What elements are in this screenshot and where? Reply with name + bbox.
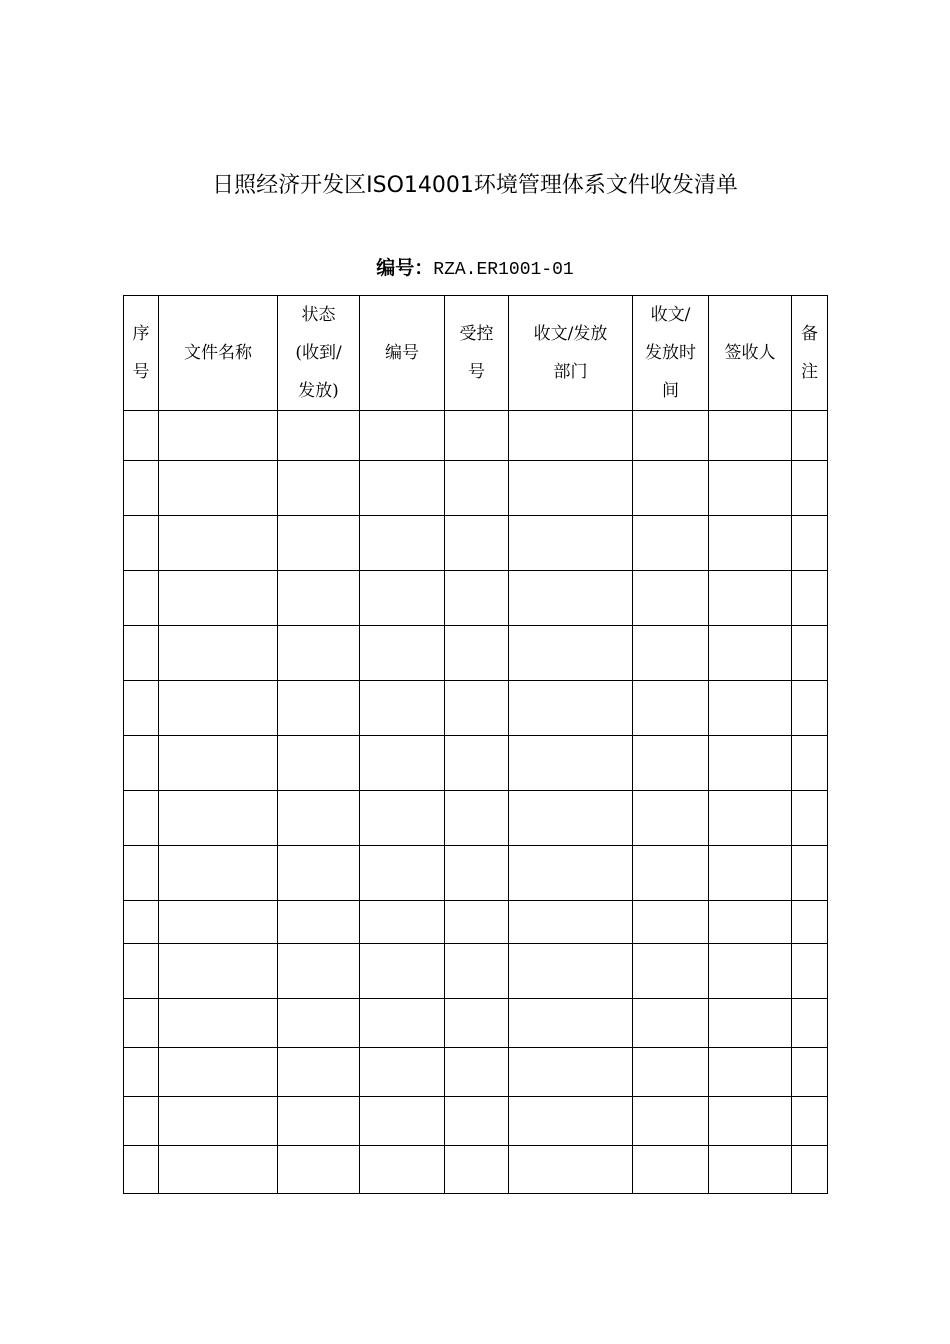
table-row [124, 944, 828, 999]
table-cell-time[interactable] [633, 571, 709, 626]
table-row [124, 571, 828, 626]
column-header-line: 部门 [553, 362, 588, 382]
table-cell-signer[interactable] [709, 944, 792, 999]
table-cell-remark[interactable] [792, 791, 828, 846]
table-cell-controlled_no[interactable] [445, 791, 509, 846]
table-cell-status[interactable] [278, 1146, 360, 1194]
table-cell-controlled_no[interactable] [445, 1146, 509, 1194]
table-cell-department[interactable] [509, 901, 633, 944]
table-cell-remark[interactable] [792, 681, 828, 736]
column-header-line: 备 [801, 324, 818, 344]
table-cell-seq[interactable] [124, 516, 159, 571]
table-cell-remark[interactable] [792, 1146, 828, 1194]
table-cell-number[interactable] [360, 791, 445, 846]
table-cell-time[interactable] [633, 736, 709, 791]
table-row [124, 791, 828, 846]
table-cell-seq[interactable] [124, 999, 159, 1048]
table-cell-controlled_no[interactable] [445, 461, 509, 516]
table-cell-signer[interactable] [709, 1146, 792, 1194]
table-cell-remark[interactable] [792, 944, 828, 999]
table-cell-department[interactable] [509, 791, 633, 846]
column-header-line: 发放) [298, 381, 339, 401]
table-cell-time[interactable] [633, 626, 709, 681]
table-cell-remark[interactable] [792, 999, 828, 1048]
table-cell-controlled_no[interactable] [445, 681, 509, 736]
column-header-line: 发放时 [645, 343, 696, 363]
table-cell-remark[interactable] [792, 1097, 828, 1146]
table-cell-remark[interactable] [792, 571, 828, 626]
table-cell-remark[interactable] [792, 736, 828, 791]
column-header-line: 签收人 [724, 343, 776, 363]
document-code-label: 编号： [376, 257, 434, 279]
table-body [124, 411, 828, 1194]
table-cell-controlled_no[interactable] [445, 846, 509, 901]
table-cell-signer[interactable] [709, 901, 792, 944]
column-header-line: 文件名称 [184, 343, 252, 363]
table-cell-remark[interactable] [792, 461, 828, 516]
table-cell-remark[interactable] [792, 1048, 828, 1097]
document-code [0, 254, 950, 284]
column-header-controlled_no [445, 296, 509, 411]
table-cell-seq[interactable] [124, 846, 159, 901]
table-cell-number[interactable] [360, 999, 445, 1048]
table-cell-seq[interactable] [124, 1048, 159, 1097]
column-header-line: 号 [132, 362, 150, 382]
column-header-file_name [159, 296, 278, 411]
table-cell-status[interactable] [278, 516, 360, 571]
table-row [124, 1048, 828, 1097]
table-cell-status[interactable] [278, 626, 360, 681]
table-cell-status[interactable] [278, 901, 360, 944]
column-header-line: 状态 [301, 305, 336, 325]
table-cell-seq[interactable] [124, 626, 159, 681]
table-cell-controlled_no[interactable] [445, 901, 509, 944]
table-cell-status[interactable] [278, 681, 360, 736]
table-cell-status[interactable] [278, 791, 360, 846]
table-row [124, 411, 828, 461]
table-cell-file_name[interactable] [159, 901, 278, 944]
table-cell-department[interactable] [509, 1097, 633, 1146]
document-title: 日照经济开发区ISO14001环境管理体系文件收发清单 [212, 173, 738, 198]
table-cell-status[interactable] [278, 571, 360, 626]
distribution-table [123, 295, 828, 1194]
table-cell-time[interactable] [633, 461, 709, 516]
table-cell-signer[interactable] [709, 1048, 792, 1097]
table-cell-time[interactable] [633, 1048, 709, 1097]
table-cell-file_name[interactable] [159, 999, 278, 1048]
table-cell-number[interactable] [360, 901, 445, 944]
column-header-remark [792, 296, 828, 411]
table-cell-status[interactable] [278, 846, 360, 901]
table-cell-department[interactable] [509, 846, 633, 901]
table-cell-file_name[interactable] [159, 626, 278, 681]
table-cell-number[interactable] [360, 846, 445, 901]
table-cell-time[interactable] [633, 944, 709, 999]
table-cell-remark[interactable] [792, 411, 828, 461]
table-cell-department[interactable] [509, 736, 633, 791]
table-cell-remark[interactable] [792, 626, 828, 681]
table-cell-file_name[interactable] [159, 461, 278, 516]
table-cell-department[interactable] [509, 461, 633, 516]
table-cell-number[interactable] [360, 461, 445, 516]
table-cell-controlled_no[interactable] [445, 736, 509, 791]
table-cell-signer[interactable] [709, 461, 792, 516]
table-cell-time[interactable] [633, 411, 709, 461]
table-cell-time[interactable] [633, 791, 709, 846]
table-cell-signer[interactable] [709, 626, 792, 681]
table-cell-signer[interactable] [709, 791, 792, 846]
table-cell-file_name[interactable] [159, 1097, 278, 1146]
document-code-value: RZA.ER1001-01 [433, 260, 574, 280]
column-header-line: 号 [468, 362, 485, 382]
table-cell-number[interactable] [360, 1146, 445, 1194]
table-cell-signer[interactable] [709, 846, 792, 901]
table-cell-signer[interactable] [709, 999, 792, 1048]
table-row [124, 626, 828, 681]
column-header-line: (收到/ [295, 343, 342, 363]
column-header-line: 收文/ [650, 305, 691, 325]
table-cell-department[interactable] [509, 516, 633, 571]
table-cell-seq[interactable] [124, 791, 159, 846]
column-header-number [360, 296, 445, 411]
table-cell-seq[interactable] [124, 736, 159, 791]
column-header-line: 编号 [385, 343, 419, 363]
table-cell-time[interactable] [633, 516, 709, 571]
table-cell-signer[interactable] [709, 571, 792, 626]
table-row [124, 736, 828, 791]
table-cell-remark[interactable] [792, 516, 828, 571]
column-header-line: 序 [132, 324, 150, 344]
table-cell-time[interactable] [633, 999, 709, 1048]
table-cell-status[interactable] [278, 1097, 360, 1146]
table-cell-controlled_no[interactable] [445, 999, 509, 1048]
table-cell-number[interactable] [360, 944, 445, 999]
table-cell-department[interactable] [509, 626, 633, 681]
table-cell-file_name[interactable] [159, 411, 278, 461]
table-cell-department[interactable] [509, 681, 633, 736]
table-cell-file_name[interactable] [159, 846, 278, 901]
table-row [124, 999, 828, 1048]
table-cell-file_name[interactable] [159, 1146, 278, 1194]
table-cell-status[interactable] [278, 999, 360, 1048]
table-cell-number[interactable] [360, 736, 445, 791]
table-cell-time[interactable] [633, 1146, 709, 1194]
table-cell-department[interactable] [509, 1048, 633, 1097]
table-cell-number[interactable] [360, 411, 445, 461]
column-header-department [509, 296, 633, 411]
table-cell-signer[interactable] [709, 736, 792, 791]
table-cell-number[interactable] [360, 1097, 445, 1146]
table-cell-time[interactable] [633, 1097, 709, 1146]
table-cell-controlled_no[interactable] [445, 516, 509, 571]
table-cell-seq[interactable] [124, 1146, 159, 1194]
table-cell-seq[interactable] [124, 901, 159, 944]
column-header-line: 注 [801, 362, 818, 382]
table-cell-file_name[interactable] [159, 681, 278, 736]
table-cell-signer[interactable] [709, 516, 792, 571]
table-cell-status[interactable] [278, 461, 360, 516]
table-cell-status[interactable] [278, 736, 360, 791]
table-cell-file_name[interactable] [159, 1048, 278, 1097]
table-cell-controlled_no[interactable] [445, 411, 509, 461]
table-cell-controlled_no[interactable] [445, 1048, 509, 1097]
table-cell-number[interactable] [360, 1048, 445, 1097]
table-cell-time[interactable] [633, 901, 709, 944]
table-cell-signer[interactable] [709, 1097, 792, 1146]
table-cell-number[interactable] [360, 516, 445, 571]
table-cell-seq[interactable] [124, 461, 159, 516]
table-cell-department[interactable] [509, 571, 633, 626]
table-cell-remark[interactable] [792, 846, 828, 901]
table-row [124, 516, 828, 571]
table-cell-number[interactable] [360, 626, 445, 681]
table-cell-file_name[interactable] [159, 571, 278, 626]
table-cell-controlled_no[interactable] [445, 626, 509, 681]
table-cell-controlled_no[interactable] [445, 571, 509, 626]
column-header-line: 间 [662, 381, 679, 401]
table-cell-department[interactable] [509, 999, 633, 1048]
table-cell-controlled_no[interactable] [445, 944, 509, 999]
table-cell-department[interactable] [509, 411, 633, 461]
table-row [124, 681, 828, 736]
table-cell-status[interactable] [278, 1048, 360, 1097]
table-cell-seq[interactable] [124, 681, 159, 736]
table-cell-file_name[interactable] [159, 736, 278, 791]
table-row [124, 846, 828, 901]
table-cell-signer[interactable] [709, 681, 792, 736]
table-cell-seq[interactable] [124, 944, 159, 999]
table-row [124, 461, 828, 516]
table-row [124, 901, 828, 944]
table-cell-signer[interactable] [709, 411, 792, 461]
table-cell-time[interactable] [633, 846, 709, 901]
table-row [124, 1146, 828, 1194]
table-cell-seq[interactable] [124, 1097, 159, 1146]
table-cell-number[interactable] [360, 681, 445, 736]
column-header-line: 受控 [459, 324, 494, 344]
table-cell-seq[interactable] [124, 571, 159, 626]
table-cell-status[interactable] [278, 944, 360, 999]
table-cell-time[interactable] [633, 681, 709, 736]
column-header-status [278, 296, 360, 411]
table-cell-department[interactable] [509, 1146, 633, 1194]
table-cell-file_name[interactable] [159, 944, 278, 999]
table-cell-remark[interactable] [792, 901, 828, 944]
table-cell-file_name[interactable] [159, 516, 278, 571]
column-header-line: 收文/发放 [533, 324, 608, 344]
table-row [124, 1097, 828, 1146]
column-header-signer [709, 296, 792, 411]
table-cell-seq[interactable] [124, 411, 159, 461]
column-header-time [633, 296, 709, 411]
column-header-seq [124, 296, 159, 411]
table-cell-file_name[interactable] [159, 791, 278, 846]
table-cell-status[interactable] [278, 411, 360, 461]
table-cell-department[interactable] [509, 944, 633, 999]
table-header-row [124, 296, 828, 411]
table-cell-number[interactable] [360, 571, 445, 626]
table-cell-controlled_no[interactable] [445, 1097, 509, 1146]
